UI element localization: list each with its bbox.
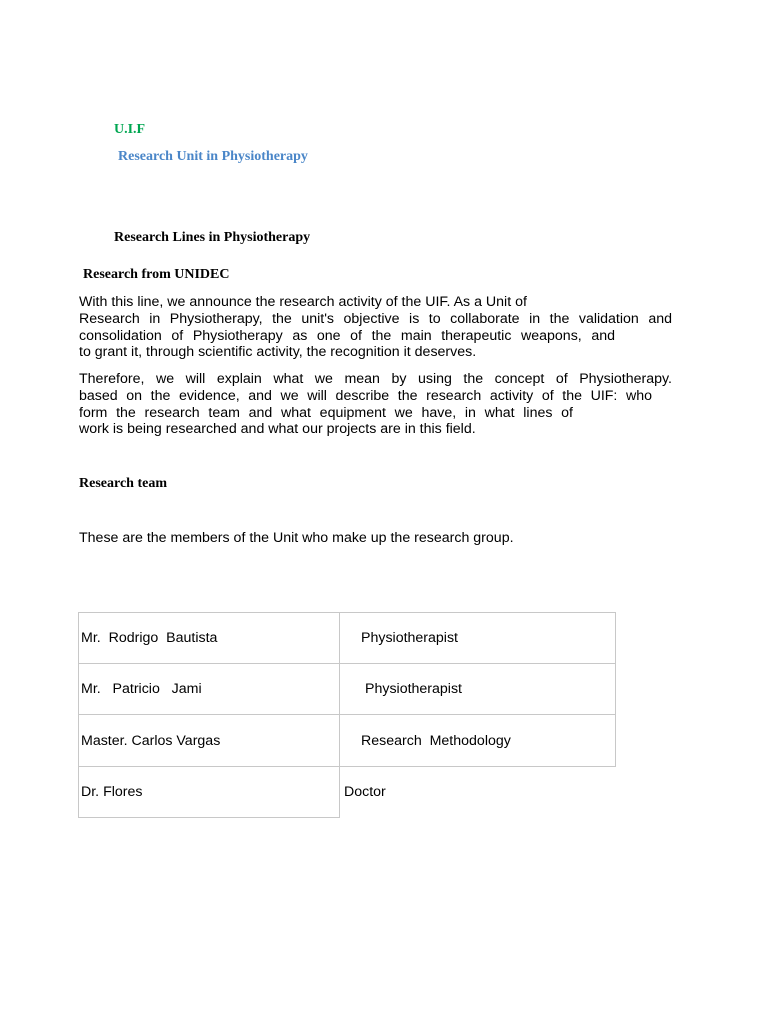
member-name: Master. Carlos Vargas	[78, 714, 340, 767]
team-heading: Research team	[79, 476, 167, 491]
paragraph-line: Therefore, we will explain what we mean by using the concept of Physiotherapy.	[79, 371, 672, 387]
team-intro: These are the members of the Unit who make up the research group.	[79, 530, 514, 546]
member-role: Physiotherapist	[339, 663, 616, 715]
subsection-title: Research from UNIDEC	[83, 267, 230, 282]
paragraph-line: form the research team and what equipment we have, in what lines of	[79, 404, 573, 421]
member-role: Physiotherapist	[339, 612, 616, 664]
member-name: Dr. Flores	[78, 766, 340, 818]
scope-paragraph	[79, 371, 672, 438]
paragraph-line: consolidation of Physiotherapy as one of the main therapeutic weapons, and	[79, 327, 615, 344]
member-name: Mr. Patricio Jami	[78, 663, 340, 715]
paragraph-line: With this line, we announce the research activity of the UIF. As a Unit of	[79, 294, 527, 310]
section-title: Research Lines in Physiotherapy	[114, 230, 311, 245]
unit-name: Research Unit in Physiotherapy	[118, 149, 308, 164]
paragraph-line: Research in Physiotherapy, the unit's objective is to collaborate in the validation and	[79, 310, 672, 327]
paragraph-line: based on the evidence, and we will describe the research activity of the UIF: who	[79, 387, 652, 404]
member-name: Mr. Rodrigo Bautista	[78, 612, 340, 664]
paragraph-line: to grant it, through scientific activity, the recognition it deserves.	[79, 344, 477, 361]
unit-acronym: U.I.F	[114, 122, 146, 137]
member-role: Doctor	[344, 784, 386, 800]
member-role: Research Methodology	[339, 714, 616, 767]
paragraph-line: work is being researched and what our projects are in this field.	[79, 421, 476, 438]
intro-paragraph	[79, 294, 672, 361]
